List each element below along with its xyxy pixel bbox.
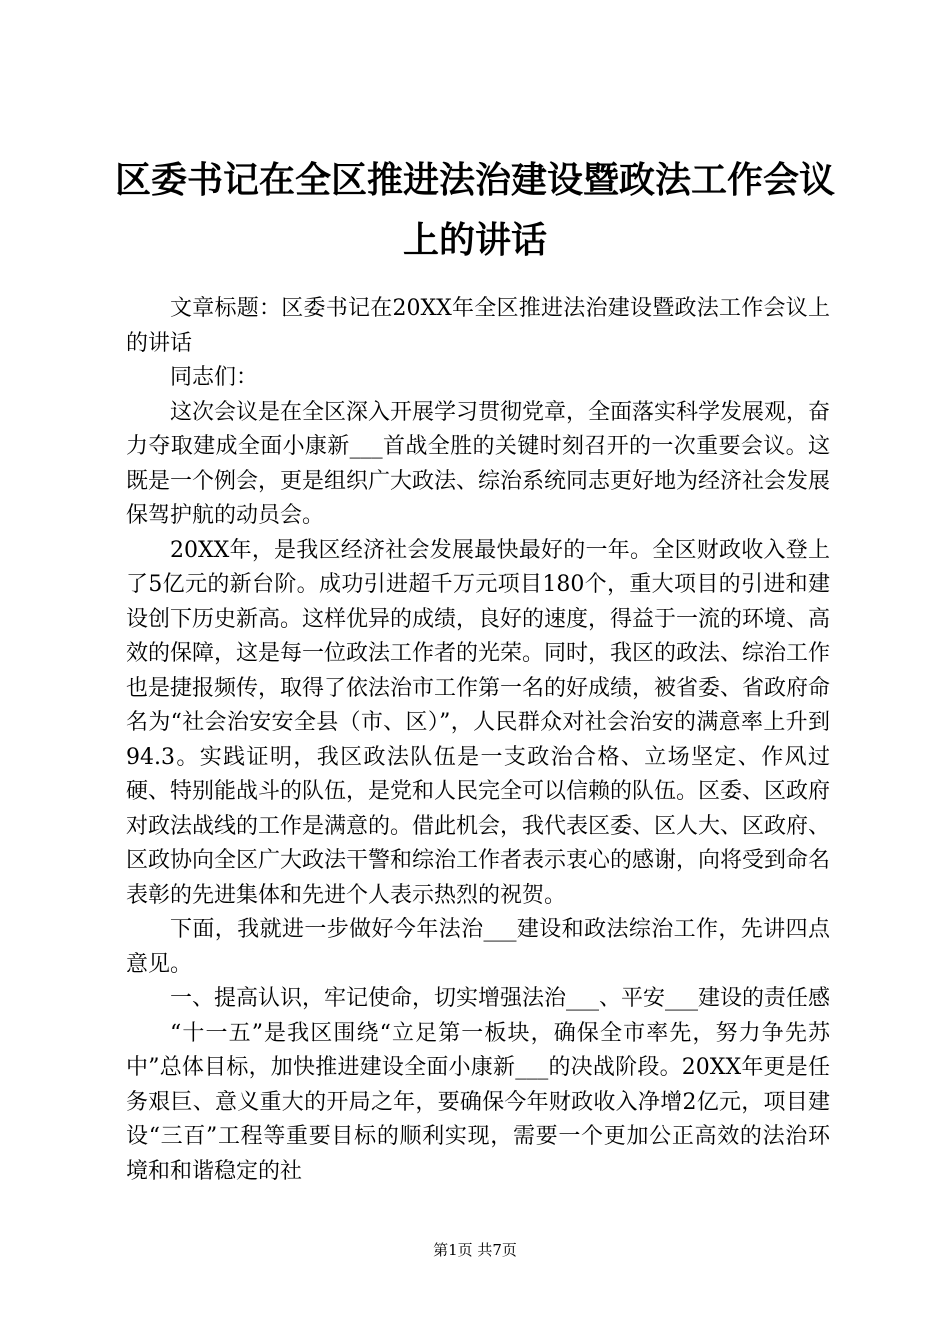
paragraph-year-review: 20XX年，是我区经济社会发展最快最好的一年。全区财政收入登上了5亿元的新台阶。成功引进超千万元项目180个，重大项目的引进和建设创下历史新高。这样优异的成绩，良好的速度，得益于一流的环境、高效的保障，这是每一位政法工作者的光荣。同时，我区的政法、综治工作也是捷报频传，取得了依法治市工作第一名的好成绩，被省委、省政府命名为“社会治安安全县（市、区）”，人民群众对社会治安的满意率上升到94.3。实践证明，我区政法队伍是一支政治合格、立场坚定、作风过硬、特别能战斗的队伍，是党和人民完全可以信赖的队伍。区委、区政府对政法战线的工作是满意的。借此机会，我代表区委、区人大、区政府、区政协向全区广大政法干警和综治工作者表示衷心的感谢，向将受到命名表彰的先进集体和先进个人表示热烈的祝贺。 bbox=[126, 537, 831, 908]
document-body bbox=[126, 292, 830, 1189]
paragraph-salutation: 同志们： bbox=[170, 365, 259, 390]
document-title: 区委书记在全区推进法治建设暨政法工作会议上的讲话 bbox=[114, 159, 835, 261]
paragraph-section-one-body: “十一五”是我区围绕“立足第一板块，确保全市率先，努力争先苏中”总体目标，加快推进建设全面小康新___的决战阶段。20XX年更是任务艰巨、意义重大的开局之年，要确保今年财政收入净增2亿元，项目建设“三百”工程等重要目标的顺利实现，需要一个更加公正高效的法治环境和和谐稳定的社 bbox=[126, 1020, 830, 1184]
paragraph-four-points: 下面，我就进一步做好今年法治___建设和政法综治工作，先讲四点意见。 bbox=[126, 917, 830, 977]
paragraph-article-title: 文章标题：区委书记在20XX年全区推进法治建设暨政法工作会议上的讲话 bbox=[126, 296, 830, 356]
paragraph-section-one-heading: 一、提高认识，牢记使命，切实增强法治___、平安___建设的责任感 bbox=[170, 986, 831, 1011]
paragraph-meeting-intro: 这次会议是在全区深入开展学习贯彻党章，全面落实科学发展观，奋力夺取建成全面小康新___首战全胜的关键时刻召开的一次重要会议。这既是一个例会，更是组织广大政法、综治系统同志更好地为经济社会发展保驾护航的动员会。 bbox=[126, 399, 831, 528]
page-number-footer: 第1页 共7页 bbox=[433, 1241, 517, 1259]
